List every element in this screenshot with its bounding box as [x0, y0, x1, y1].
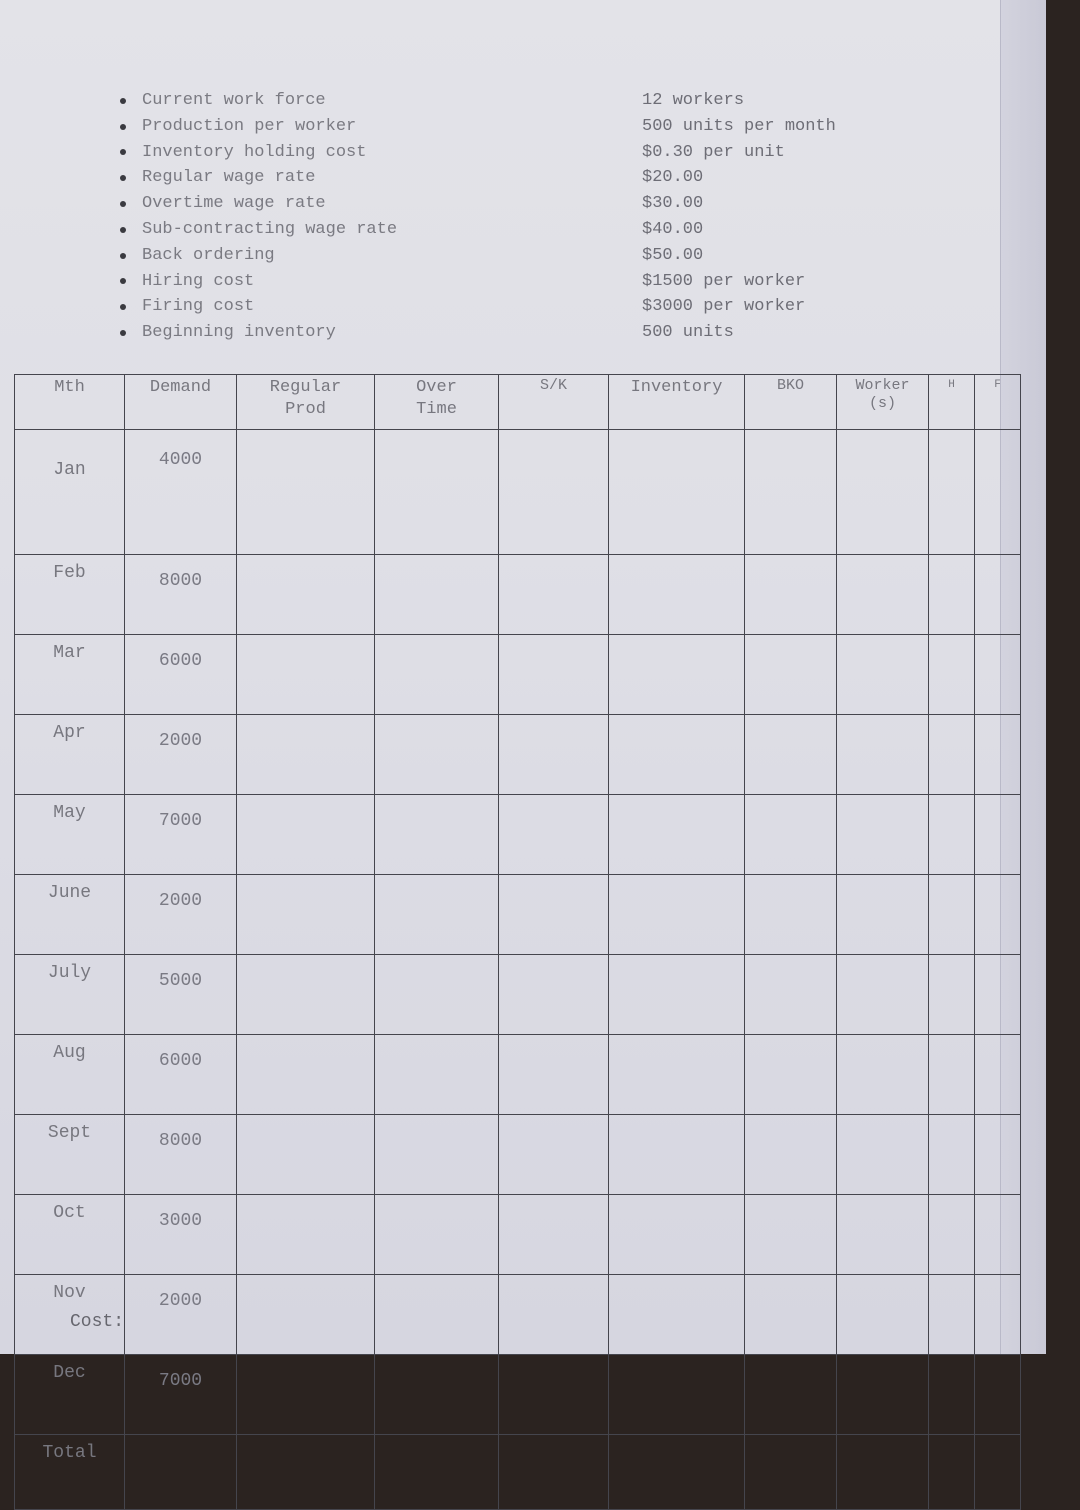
month-cell: Dec: [15, 1355, 125, 1435]
demand-cell: 2000: [125, 1275, 237, 1355]
regular-prod-cell: [237, 1195, 375, 1275]
total-regular-prod-cell: [237, 1435, 375, 1510]
subcontract-cell: [499, 1275, 609, 1355]
param-row: [108, 217, 968, 243]
fired-cell: [975, 1355, 1021, 1435]
inventory-cell: [609, 1035, 745, 1115]
hired-cell: [929, 795, 975, 875]
month-cell: Aug: [15, 1035, 125, 1115]
param-row: [108, 114, 968, 140]
table-row: [15, 1275, 1021, 1355]
workers-cell: [837, 555, 929, 635]
workers-cell: [837, 795, 929, 875]
demand-cell: 3000: [125, 1195, 237, 1275]
overtime-cell: [375, 875, 499, 955]
overtime-cell: [375, 715, 499, 795]
header-subcontract: S/K: [499, 375, 609, 430]
param-value: 12 workers: [642, 91, 745, 110]
fired-cell: [975, 955, 1021, 1035]
month-cell: June: [15, 875, 125, 955]
param-value: $1500 per worker: [642, 271, 806, 291]
param-value: 500 units per month: [642, 116, 836, 136]
param-label: Current work force: [142, 91, 326, 110]
inventory-cell: [609, 715, 745, 795]
inventory-cell: [609, 1195, 745, 1275]
subcontract-cell: [499, 430, 609, 555]
bullet-icon: [120, 124, 126, 130]
fired-cell: [975, 715, 1021, 795]
backorder-cell: [745, 1115, 837, 1195]
backorder-cell: [745, 955, 837, 1035]
bullet-icon: [120, 98, 126, 104]
param-label: Firing cost: [142, 297, 255, 317]
param-label: Hiring cost: [142, 271, 255, 291]
param-value: $0.30 per unit: [642, 142, 785, 162]
inventory-cell: [609, 955, 745, 1035]
hired-cell: [929, 715, 975, 795]
fired-cell: [975, 1035, 1021, 1115]
param-value: $50.00: [642, 245, 704, 265]
subcontract-cell: [499, 1115, 609, 1195]
regular-prod-cell: [237, 1115, 375, 1195]
backorder-cell: [745, 1035, 837, 1115]
inventory-cell: [609, 1275, 745, 1355]
param-label: Regular wage rate: [142, 168, 316, 188]
backorder-cell: [745, 555, 837, 635]
table-row: [15, 1355, 1021, 1435]
table-row: [15, 1195, 1021, 1275]
total-overtime-cell: [375, 1435, 499, 1510]
backorder-cell: [745, 1355, 837, 1435]
regular-prod-cell: [237, 795, 375, 875]
demand-cell: 6000: [125, 1035, 237, 1115]
fired-cell: [975, 1195, 1021, 1275]
inventory-cell: [609, 1115, 745, 1195]
param-row: [108, 294, 968, 320]
workers-cell: [837, 1275, 929, 1355]
regular-prod-cell: [237, 715, 375, 795]
param-label: Overtime wage rate: [142, 194, 326, 214]
hired-cell: [929, 1275, 975, 1355]
subcontract-cell: [499, 1355, 609, 1435]
param-label: Production per worker: [142, 116, 357, 136]
header-hired: H: [929, 375, 975, 430]
header-month: Mth: [15, 375, 125, 430]
fired-cell: [975, 1275, 1021, 1355]
subcontract-cell: [499, 795, 609, 875]
hired-cell: [929, 1195, 975, 1275]
month-cell: Oct: [15, 1195, 125, 1275]
demand-cell: 8000: [125, 555, 237, 635]
fired-cell: [975, 635, 1021, 715]
table-row: [15, 955, 1021, 1035]
inventory-cell: [609, 1355, 745, 1435]
regular-prod-cell: [237, 555, 375, 635]
total-subcontract-cell: [499, 1435, 609, 1510]
header-inventory: Inventory: [609, 375, 745, 430]
subcontract-cell: [499, 1035, 609, 1115]
month-cell: Nov: [15, 1275, 125, 1355]
param-value: $40.00: [642, 219, 704, 239]
overtime-cell: [375, 1035, 499, 1115]
hired-cell: [929, 1115, 975, 1195]
param-row: [108, 140, 968, 166]
demand-cell: 7000: [125, 1355, 237, 1435]
regular-prod-cell: [237, 430, 375, 555]
inventory-cell: [609, 795, 745, 875]
backorder-cell: [745, 1195, 837, 1275]
inventory-cell: [609, 555, 745, 635]
table-row: [15, 1115, 1021, 1195]
param-row: [108, 320, 968, 346]
table-row: [15, 555, 1021, 635]
backorder-cell: [745, 715, 837, 795]
total-workers-cell: [837, 1435, 929, 1510]
header-demand: Demand: [125, 375, 237, 430]
subcontract-cell: [499, 875, 609, 955]
workers-cell: [837, 430, 929, 555]
param-label: Sub-contracting wage rate: [142, 219, 398, 239]
total-row: [15, 1435, 1021, 1510]
regular-prod-cell: [237, 1355, 375, 1435]
total-demand-cell: [125, 1435, 237, 1510]
overtime-cell: [375, 795, 499, 875]
backorder-cell: [745, 795, 837, 875]
total-fired-cell: [975, 1435, 1021, 1510]
regular-prod-cell: [237, 1275, 375, 1355]
overtime-cell: [375, 555, 499, 635]
subcontract-cell: [499, 955, 609, 1035]
workers-cell: [837, 1195, 929, 1275]
month-cell: Jan: [15, 430, 125, 555]
aggregate-plan-table: [14, 374, 1021, 1510]
fired-cell: [975, 795, 1021, 875]
hired-cell: [929, 1035, 975, 1115]
backorder-cell: [745, 1275, 837, 1355]
regular-prod-cell: [237, 875, 375, 955]
demand-cell: 7000: [125, 795, 237, 875]
month-cell: Sept: [15, 1115, 125, 1195]
cost-label: Cost:: [70, 1312, 125, 1332]
header-regular-prod: Regular Prod: [237, 375, 375, 430]
month-cell: Mar: [15, 635, 125, 715]
hired-cell: [929, 1355, 975, 1435]
param-value: $3000 per worker: [642, 297, 806, 317]
workers-cell: [837, 1115, 929, 1195]
param-row: [108, 243, 968, 269]
table-row: [15, 1035, 1021, 1115]
header-row: [15, 375, 1021, 430]
header-workers: Worker (s): [837, 375, 929, 430]
total-backorder-cell: [745, 1435, 837, 1510]
param-value: $30.00: [642, 194, 704, 214]
overtime-cell: [375, 1355, 499, 1435]
overtime-cell: [375, 1115, 499, 1195]
bullet-icon: [120, 227, 126, 233]
regular-prod-cell: [237, 1035, 375, 1115]
param-label: Inventory holding cost: [142, 142, 367, 162]
param-row: [108, 88, 968, 114]
param-label: Beginning inventory: [142, 323, 336, 343]
demand-cell: 6000: [125, 635, 237, 715]
param-value: 500 units: [642, 323, 734, 343]
subcontract-cell: [499, 715, 609, 795]
demand-cell: 4000: [125, 430, 237, 555]
bullet-icon: [120, 304, 126, 310]
hired-cell: [929, 955, 975, 1035]
fired-cell: [975, 875, 1021, 955]
fired-cell: [975, 555, 1021, 635]
demand-cell: 2000: [125, 875, 237, 955]
regular-prod-cell: [237, 955, 375, 1035]
backorder-cell: [745, 430, 837, 555]
month-cell: July: [15, 955, 125, 1035]
workers-cell: [837, 635, 929, 715]
demand-cell: 8000: [125, 1115, 237, 1195]
total-inventory-cell: [609, 1435, 745, 1510]
fired-cell: [975, 430, 1021, 555]
inventory-cell: [609, 875, 745, 955]
table-row: [15, 430, 1021, 555]
param-row: [108, 269, 968, 295]
param-value: $20.00: [642, 168, 704, 188]
overtime-cell: [375, 430, 499, 555]
bullet-icon: [120, 149, 126, 155]
header-backorder: BKO: [745, 375, 837, 430]
bullet-icon: [120, 278, 126, 284]
table-row: [15, 795, 1021, 875]
param-row: [108, 191, 968, 217]
workers-cell: [837, 1355, 929, 1435]
table-row: [15, 875, 1021, 955]
total-hired-cell: [929, 1435, 975, 1510]
demand-cell: 5000: [125, 955, 237, 1035]
table-row: [15, 715, 1021, 795]
param-label: Back ordering: [142, 245, 275, 265]
subcontract-cell: [499, 555, 609, 635]
month-cell: Feb: [15, 555, 125, 635]
header-fired: F: [975, 375, 1021, 430]
inventory-cell: [609, 635, 745, 715]
subcontract-cell: [499, 635, 609, 715]
parameters-list: [108, 88, 968, 346]
hired-cell: [929, 875, 975, 955]
header-overtime: Over Time: [375, 375, 499, 430]
param-row: [108, 165, 968, 191]
regular-prod-cell: [237, 635, 375, 715]
subcontract-cell: [499, 1195, 609, 1275]
bullet-icon: [120, 201, 126, 207]
bullet-icon: [120, 175, 126, 181]
table-row: [15, 635, 1021, 715]
bullet-icon: [120, 253, 126, 259]
total-label: Total: [15, 1435, 125, 1510]
workers-cell: [837, 715, 929, 795]
month-cell: May: [15, 795, 125, 875]
overtime-cell: [375, 635, 499, 715]
month-cell: Apr: [15, 715, 125, 795]
hired-cell: [929, 430, 975, 555]
workers-cell: [837, 875, 929, 955]
backorder-cell: [745, 875, 837, 955]
bullet-icon: [120, 330, 126, 336]
overtime-cell: [375, 1275, 499, 1355]
backorder-cell: [745, 635, 837, 715]
overtime-cell: [375, 955, 499, 1035]
fired-cell: [975, 1115, 1021, 1195]
inventory-cell: [609, 430, 745, 555]
workers-cell: [837, 1035, 929, 1115]
workers-cell: [837, 955, 929, 1035]
overtime-cell: [375, 1195, 499, 1275]
demand-cell: 2000: [125, 715, 237, 795]
hired-cell: [929, 555, 975, 635]
hired-cell: [929, 635, 975, 715]
